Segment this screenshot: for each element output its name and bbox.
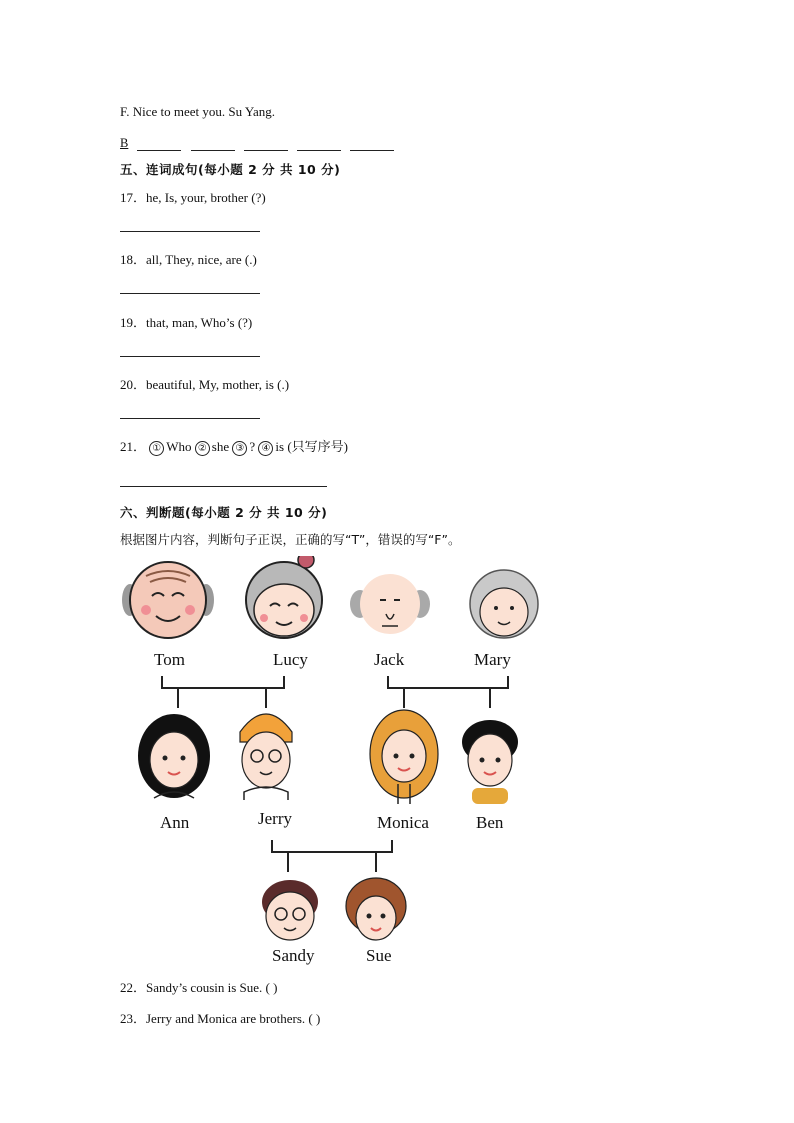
mark-4: ④ [258,441,273,456]
sue-avatar [346,878,406,940]
section6-instruction: 根据图片内容，判断句子正误，正确的写“T”，错误的写“F”。 [120,532,461,547]
family-tree [120,556,550,970]
name-sue: Sue [366,946,392,965]
answer-line-17[interactable] [120,231,260,232]
q21-word-4: is (只写序号) [275,439,349,454]
name-lucy: Lucy [273,650,308,669]
question-23: 23．Jerry and Monica are brothers. ( ) [120,1011,321,1026]
q21-word-3: ? [249,439,256,454]
question-20: 20．beautiful, My, mother, is (.) [120,377,290,392]
answer-line-20[interactable] [120,418,260,419]
answer-blank[interactable] [137,140,181,151]
sandy-avatar [262,880,318,940]
section6-heading: 六、判断题(每小题 2 分 共 10 分) [120,505,328,520]
question-17: 17．he, Is, your, brother (?) [120,190,266,205]
name-ben: Ben [476,813,504,832]
q21-word-2: she [211,439,230,454]
answer-line-19[interactable] [120,356,260,357]
answer-line-18[interactable] [120,293,260,294]
ann-avatar [138,714,210,798]
name-jack: Jack [374,650,405,669]
q21-number: 21． [120,439,147,454]
question-22: 22．Sandy’s cousin is Sue. ( ) [120,980,278,995]
jerry-avatar [240,714,292,800]
answer-blank[interactable] [244,140,288,151]
connector-jerry-monica [272,840,392,872]
answer-letter: B [120,136,129,150]
name-tom: Tom [154,650,185,669]
name-jerry: Jerry [258,809,292,828]
question-21 [120,436,348,456]
mark-2: ② [195,441,210,456]
jack-avatar [350,574,430,634]
lucy-avatar [246,556,322,638]
connector-jack-mary [388,676,508,708]
q21-word-1: Who [166,439,192,454]
connector-tom-lucy [162,676,284,708]
answer-blanks [120,136,394,151]
mary-avatar [470,570,538,638]
answer-blank[interactable] [350,140,394,151]
answer-blank[interactable] [297,140,341,151]
question-18: 18．all, They, nice, are (.) [120,252,257,267]
section5-heading: 五、连词成句(每小题 2 分 共 10 分) [120,162,341,177]
mark-3: ③ [232,441,247,456]
ben-avatar [462,720,518,804]
name-monica: Monica [377,813,429,832]
option-f: F. Nice to meet you. Su Yang. [120,104,275,119]
question-19: 19．that, man, Who’s (?) [120,315,253,330]
answer-blank[interactable] [191,140,235,151]
mark-1: ① [149,441,164,456]
name-sandy: Sandy [272,946,315,965]
name-ann: Ann [160,813,190,832]
monica-avatar [370,710,438,804]
tom-avatar [122,562,214,638]
answer-line-21[interactable] [120,486,327,487]
name-mary: Mary [474,650,511,669]
